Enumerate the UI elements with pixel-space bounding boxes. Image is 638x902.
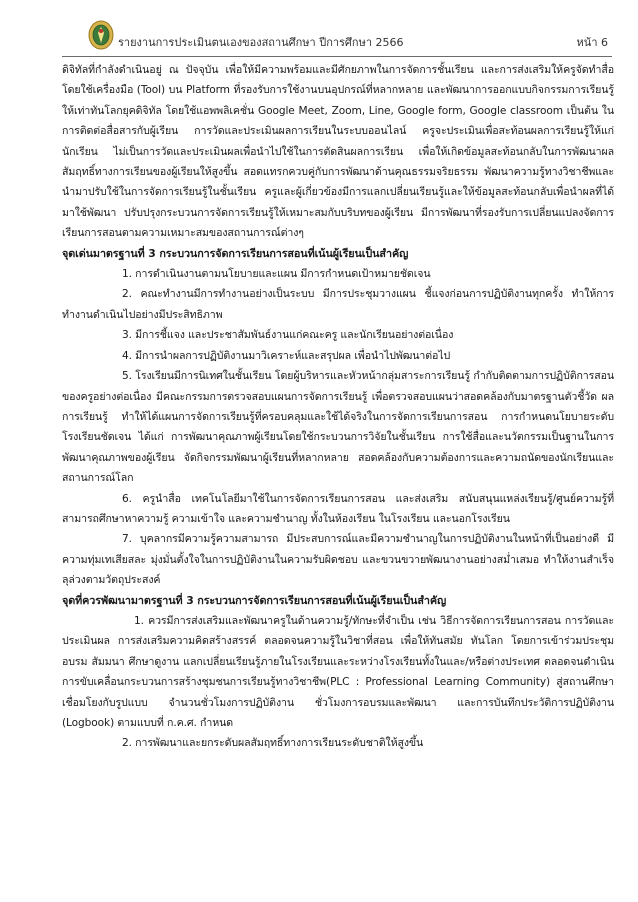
- list-item: 5. โรงเรียนมีการนิเทศในชั้นเรียน โดยผู้บริหารและหัวหน้ากลุ่มสาระการเรียนรู้ กำกับติดตามการปฏิบัติการสอนของครูอย่างต่อเนื่อง มีคณะกรรมการตรวจสอบแผนการจัดการเรียนรู้ เพื่อตรวจสอบแผนว่าสอดคล้องกับมาตรฐานตัวชี้วัด ผลการเรียนรู้ ทำให้ได้แผนการจัดการเรียนรู้ที่ครอบคลุมและใช้ได้จริงในการจัดการเรียนการสอน การกำหนดนโยบายระดับโรงเรียนชัดเจน ได้แก่ การพัฒนาคุณภาพผู้เรียนโดยใช้กระบวนการวิจัยในชั้นเรียน การใช้สื่อและนวัตกรรมเป็นฐานในการพัฒนาคุณภาพของผู้เรียน จัดกิจกรรมพัฒนาผู้เรียนที่หลากหลาย สอดคล้องกับความต้องการและความถนัดของนักเรียนและสถานการณ์โลก: [62, 370, 614, 485]
- school-emblem-icon: [86, 18, 116, 52]
- list-item: 2. การพัฒนาและยกระดับผลสัมฤทธิ์ทางการเรียนระดับชาติให้สูงขึ้น: [122, 737, 424, 750]
- list-item: 1. การดำเนินงานตามนโยบายและแผน มีการกำหนดเป้าหมายชัดเจน: [122, 268, 431, 281]
- list-item: 1. ควรมีการส่งเสริมและพัฒนาครูในด้านความรู้/ทักษะที่จำเป็น เช่น วิธีการจัดการเรียนการสอน การวัดและประเมินผล การส่งเสริมความคิดสร้างสรรค์ ตลอดจนความรู้ในวิชาที่สอน เพื่อให้ทันสมัย ทันโลก โดยการเข้าร่วมประชุม อบรม สัมมนา ศึกษาดูงาน แลกเปลี่ยนเรียนรู้ภายในโรงเรียนและระหว่างโรงเรียนทั้งในและ/หรือต่างประเทศ ตลอดจนดำเนินการขับเคลื่อนกระบวนการสร้างชุมชนการเรียนรู้ทางวิชาชีพ(PLC : Professional Learning Community) สู่สถานศึกษา เชื่อมโยงกับรูปแบบ จำนวนชั่วโมงการปฏิบัติงาน ชั่วโมงการอบรมและพัฒนา และการบันทึกประวัติการปฏิบัติงาน (Logbook) ตามแบบที่ ก.ค.ศ. กำหนด: [62, 614, 614, 729]
- list-item: 6. ครูนำสื่อ เทคโนโลยีมาใช้ในการจัดการเรียนการสอน และส่งเสริม สนับสนุนแหล่งเรียนรู้/ศูนย์ความรู้ที่สามารถศึกษาหาความรู้ ความเข้าใจ และความชำนาญ ทั้งในห้องเรียน ในโรงเรียน และนอกโรงเรียน: [62, 492, 614, 525]
- list-item: 3. มีการชี้แจง และประชาสัมพันธ์งานแก่คณะครู และนักเรียนอย่างต่อเนื่อง: [122, 329, 454, 342]
- list-item: 4. มีการนำผลการปฏิบัติงานมาวิเคราะห์และสรุปผล เพื่อนำไปพัฒนาต่อไป: [122, 349, 451, 362]
- section-heading-improvements: จุดที่ควรพัฒนามาตรฐานที่ 3 กระบวนการจัดการเรียนการสอนที่เน้นผู้เรียนเป็นสำคัญ: [62, 593, 447, 607]
- report-title: รายงานการประเมินตนเองของสถานศึกษา ปีการศึกษา 2566: [118, 36, 404, 49]
- document-body: [62, 60, 614, 754]
- page-header: [62, 10, 612, 57]
- page-number: หน้า 6: [576, 36, 608, 49]
- list-item: 7. บุคลากรมีความรู้ความสามารถ มีประสบการณ์และมีความชำนาญในการปฏิบัติงานในหน้าที่เป็นอย่างดี มีความทุ่มเทเสียสละ มุ่งมั่นตั้งใจในการปฏิบัติงานในความรับผิดชอบ และขวนขวายพัฒนางานอย่างสม่ำเสมอ ทำให้งานสำเร็จลุล่วงตามวัตถุประสงค์: [62, 533, 614, 587]
- list-item: 2. คณะทำงานมีการทำงานอย่างเป็นระบบ มีการประชุมวางแผน ชี้แจงก่อนการปฏิบัติงานทุกครั้ง ทำให้การทำงานดำเนินไปอย่างมีประสิทธิภาพ: [62, 288, 614, 321]
- section-heading-strengths: จุดเด่นมาตรฐานที่ 3 กระบวนการจัดการเรียนการสอนที่เน้นผู้เรียนเป็นสำคัญ: [62, 246, 409, 260]
- intro-paragraph: ดิจิทัลที่กำลังดำเนินอยู่ ณ ปัจจุบัน เพื่อให้มีความพร้อมและมีศักยภาพในการจัดการชั้นเรียน และการส่งเสริมให้ครูจัดทำสื่อโดยใช้เครื่องมือ (Tool) บน Platform ที่รองรับการใช้งานบนอุปกรณ์ที่หลากหลาย และพัฒนาการออกแบบกิจกรรมการเรียนรู้ให้เท่าทันโลกยุคดิจิทัล โดยใช้แอพพลิเคชั่น Google Meet, Zoom, Line, Google form, Google classroom เป็นต้น ในการติดต่อสื่อสารกับผู้เรียน การวัดและประเมินผลการเรียนในระบบออนไลน์ ครูจะประเมินเพื่อสะท้อนผลการเรียนรู้ให้แก่นักเรียน ไม่เป็นการวัดและประเมินผลเพื่อนำไปใช้ในการตัดสินผลการเรียน เพื่อให้เกิดข้อมูลสะท้อนกลับในการพัฒนาผลสัมฤทธิ์ทางการเรียนของผู้เรียนให้สูงขึ้น สอดแทรกควบคู่กับการพัฒนาด้านคุณธรรมจริยธรรม พัฒนาความรู้ทางวิชาชีพและนำมาปรับใช้ในการจัดการเรียนรู้ในชั้นเรียน ครูและผู้เกี่ยวข้องมีการแลกเปลี่ยนเรียนรู้และให้ข้อมูลสะท้อนกลับเพื่อนำผลที่ได้มาใช้พัฒนา ปรับปรุงกระบวนการจัดการเรียนรู้ให้เหมาะสมกับบริบทของผู้เรียน มีการพัฒนาที่รองรับการเปลี่ยนแปลงจัดการเรียนการสอนตามความเหมาะสมของสถานการณ์ต่างๆ: [62, 64, 614, 240]
